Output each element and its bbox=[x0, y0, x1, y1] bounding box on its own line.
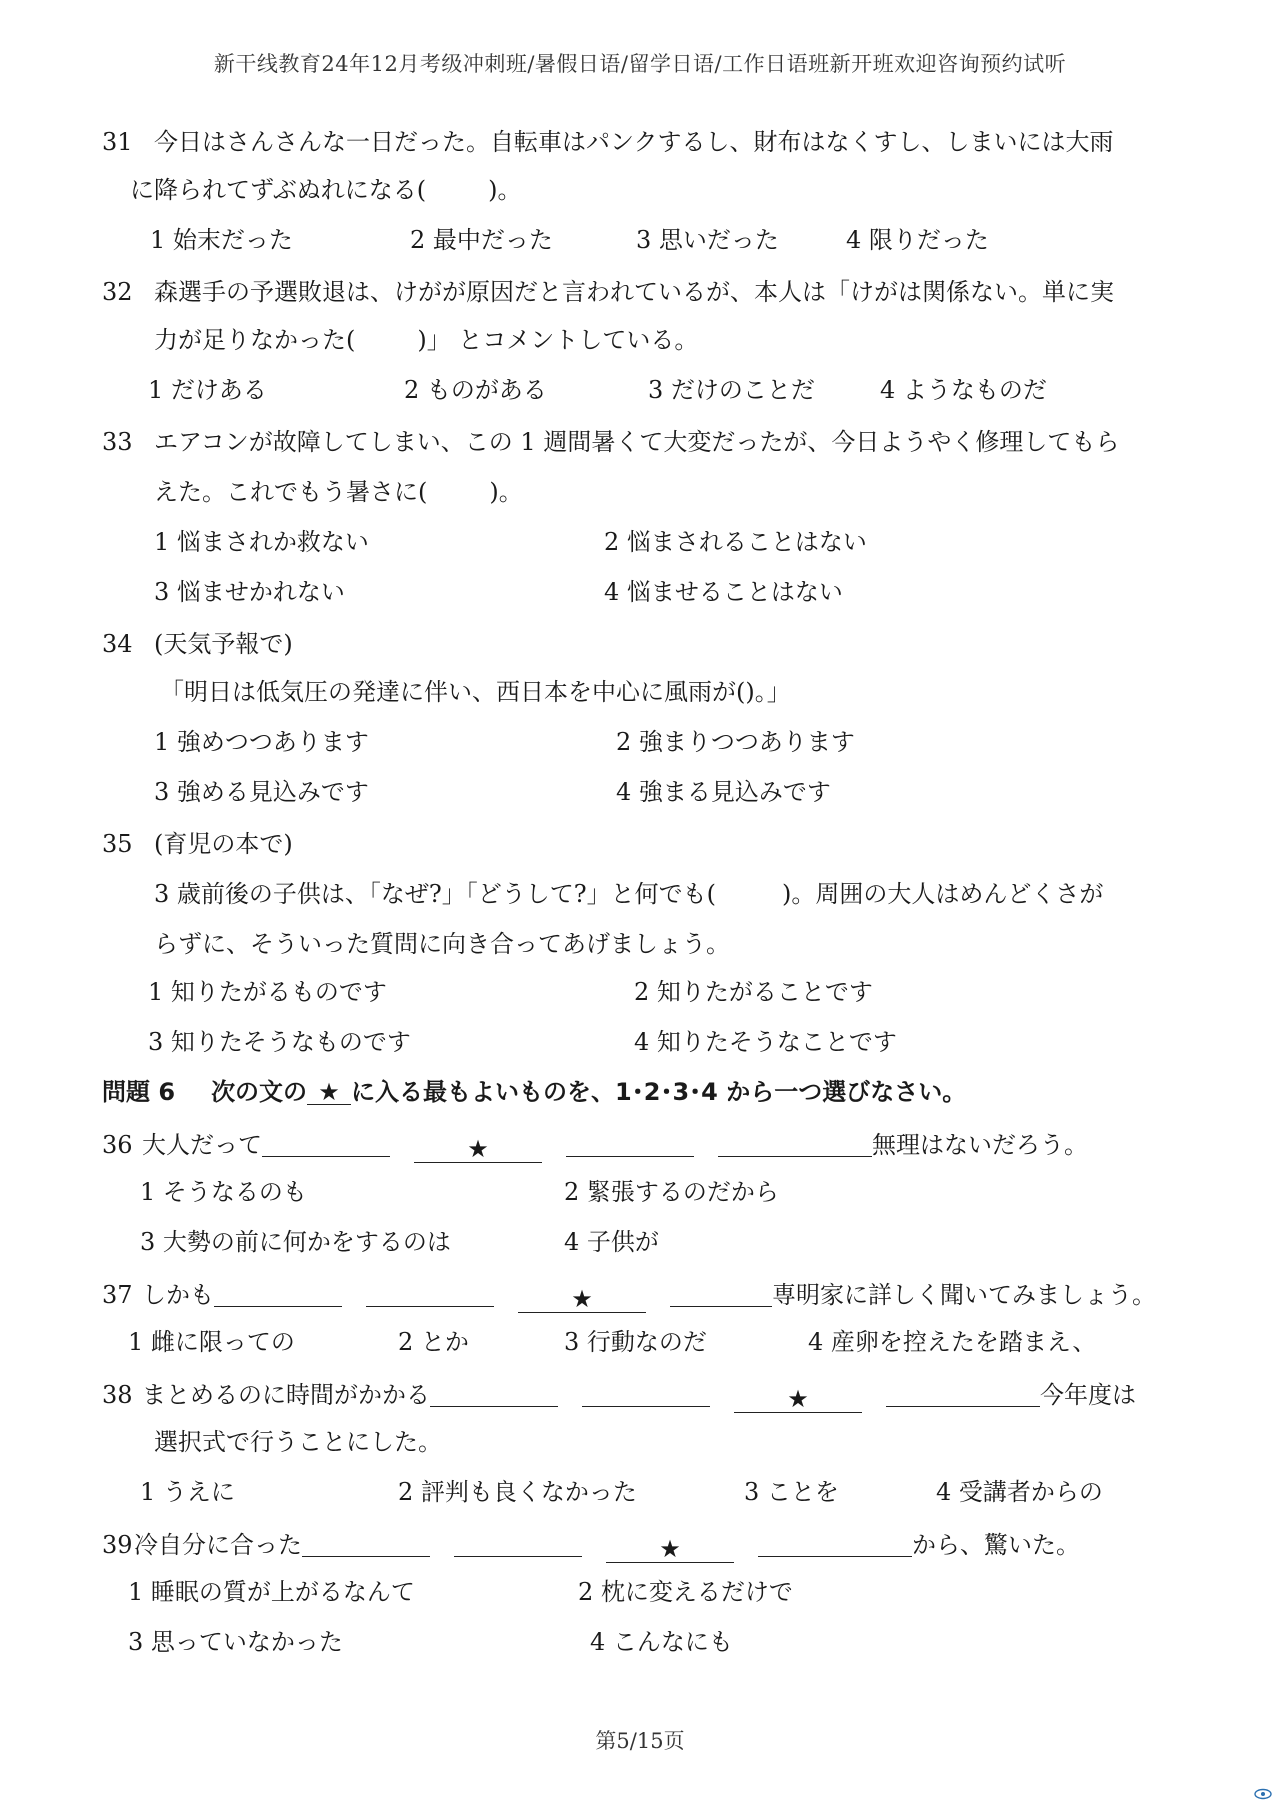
question-35-line2: らずに、そういった質問に向き合ってあげましょう。 bbox=[154, 930, 730, 958]
option-2[interactable]: 2 評判も良くなかった bbox=[398, 1478, 637, 1506]
question-34-context bbox=[102, 632, 293, 656]
answer-blank[interactable] bbox=[566, 1130, 694, 1157]
option-1[interactable]: 1 だけある bbox=[148, 376, 267, 404]
question-text: 森選手の予選敗退は、けがが原因だと言われているが、本人は「けがは関係ない。単に実 bbox=[154, 278, 1114, 306]
answer-blank[interactable] bbox=[214, 1280, 342, 1307]
answer-blank[interactable] bbox=[670, 1280, 772, 1307]
question-text: 今日はさんさんな一日だった。自転車はパンクするし、財布はなくすし、しまいには大雨 bbox=[154, 128, 1114, 156]
question-number: 38 bbox=[102, 1381, 133, 1409]
option-3[interactable]: 3 だけのことだ bbox=[648, 376, 815, 404]
question-text: えた。これでもう暑さに( bbox=[154, 478, 428, 506]
question-context: (天気予報で) bbox=[154, 630, 293, 658]
page-header: 新干线教育24年12月考级冲刺班/暑假日语/留学日语/工作日语班新开班欢迎咨询预约试听 bbox=[213, 52, 1067, 76]
question-text: 大人だって bbox=[142, 1131, 262, 1159]
question-number: 35 bbox=[102, 830, 133, 858]
option-3[interactable]: 3 行動なのだ bbox=[564, 1328, 707, 1356]
option-1[interactable]: 1 始末だった bbox=[150, 226, 293, 254]
question-text: 専明家に詳しく聞いてみましょう。 bbox=[772, 1281, 1156, 1309]
option-4[interactable]: 4 産卵を控えたを踏まえ、 bbox=[808, 1328, 1097, 1356]
question-38-line1 bbox=[102, 1380, 1136, 1413]
question-38-line2: 選択式で行うことにした。 bbox=[154, 1428, 442, 1456]
answer-blank[interactable] bbox=[758, 1530, 912, 1557]
star-blank[interactable]: ★ bbox=[606, 1536, 734, 1563]
question-37-line1 bbox=[102, 1280, 1156, 1313]
question-36-line1 bbox=[102, 1130, 1088, 1163]
question-number: 32 bbox=[102, 278, 133, 306]
option-3[interactable]: 3 思いだった bbox=[636, 226, 779, 254]
option-1[interactable]: 1 知りたがるものです bbox=[148, 978, 387, 1006]
question-number: 36 bbox=[102, 1131, 133, 1159]
answer-blank[interactable] bbox=[718, 1130, 872, 1157]
question-text: )。 bbox=[488, 176, 522, 204]
question-number: 31 bbox=[102, 128, 133, 156]
answer-blank[interactable] bbox=[302, 1530, 430, 1557]
option-2[interactable]: 2 最中だった bbox=[410, 226, 553, 254]
section-title: 問題 6 bbox=[102, 1078, 176, 1106]
question-text: 3 歳前後の子供は、「なぜ?」「どうして?」と何でも( bbox=[154, 880, 716, 908]
question-number: 33 bbox=[102, 428, 133, 456]
answer-blank[interactable] bbox=[366, 1280, 494, 1307]
question-number: 39 bbox=[102, 1531, 133, 1559]
option-4[interactable]: 4 受講者からの bbox=[936, 1478, 1103, 1506]
option-2[interactable]: 2 悩まされることはない bbox=[604, 528, 867, 556]
option-3[interactable]: 3 ことを bbox=[744, 1478, 839, 1506]
option-3[interactable]: 3 強める見込みです bbox=[154, 778, 369, 806]
question-35-context bbox=[102, 832, 293, 856]
option-3[interactable]: 3 大勢の前に何かをするのは bbox=[140, 1228, 451, 1256]
page-footer: 第5/15页 bbox=[595, 1729, 685, 1753]
question-context: (育児の本で) bbox=[154, 830, 293, 858]
option-4[interactable]: 4 子供が bbox=[564, 1228, 659, 1256]
section-6-heading bbox=[102, 1080, 966, 1105]
question-text: 今年度は bbox=[1040, 1381, 1136, 1409]
question-text: から、驚いた。 bbox=[912, 1531, 1080, 1559]
question-text: しかも bbox=[142, 1281, 214, 1309]
answer-blank[interactable] bbox=[886, 1380, 1040, 1407]
option-3[interactable]: 3 知りたそうなものです bbox=[148, 1028, 411, 1056]
question-text: エアコンが故障してしまい、この 1 週間暑くて大変だったが、今日ようやく修理してもら bbox=[154, 428, 1120, 456]
question-text: 無理はないだろう。 bbox=[872, 1131, 1088, 1159]
star-blank[interactable]: ★ bbox=[734, 1386, 862, 1413]
question-number: 34 bbox=[102, 630, 133, 658]
option-4[interactable]: 4 知りたそうなことです bbox=[634, 1028, 897, 1056]
option-2[interactable]: 2 緊張するのだから bbox=[564, 1178, 779, 1206]
star-marker: ★ bbox=[307, 1080, 351, 1105]
option-4[interactable]: 4 強まる見込みです bbox=[616, 778, 831, 806]
answer-blank[interactable] bbox=[430, 1380, 558, 1407]
option-4[interactable]: 4 ようなものだ bbox=[880, 376, 1047, 404]
answer-blank[interactable] bbox=[262, 1130, 390, 1157]
question-33-line1 bbox=[102, 430, 1119, 454]
option-1[interactable]: 1 強めつつあります bbox=[154, 728, 369, 756]
option-2[interactable]: 2 枕に変えるだけで bbox=[578, 1578, 793, 1606]
watermark-logo-icon bbox=[1254, 1788, 1272, 1800]
question-33-line2 bbox=[154, 480, 523, 504]
question-text: に降られてずぶぬれになる( bbox=[130, 176, 427, 204]
option-1[interactable]: 1 悩まされか救ない bbox=[154, 528, 369, 556]
option-2[interactable]: 2 知りたがることです bbox=[634, 978, 873, 1006]
question-32-line2 bbox=[154, 328, 698, 352]
option-2[interactable]: 2 強まりつつあります bbox=[616, 728, 855, 756]
star-blank[interactable]: ★ bbox=[414, 1136, 542, 1163]
answer-blank[interactable] bbox=[454, 1530, 582, 1557]
question-31-line2 bbox=[130, 178, 522, 202]
option-4[interactable]: 4 悩ませることはない bbox=[604, 578, 843, 606]
answer-blank[interactable] bbox=[582, 1380, 710, 1407]
option-1[interactable]: 1 睡眠の質が上がるなんて bbox=[128, 1578, 415, 1606]
section-instruction: に入る最もよいものを、1･2･3･4 から一つ選びなさい。 bbox=[351, 1078, 967, 1106]
question-text: )。周囲の大人はめんどくさが bbox=[782, 880, 1104, 908]
question-35-line1 bbox=[154, 882, 1103, 906]
option-4[interactable]: 4 限りだった bbox=[846, 226, 989, 254]
option-2[interactable]: 2 ものがある bbox=[404, 376, 547, 404]
question-text: )。 bbox=[489, 478, 523, 506]
option-1[interactable]: 1 雌に限っての bbox=[128, 1328, 295, 1356]
question-31-line1 bbox=[102, 130, 1114, 154]
question-text: まとめるのに時間がかかる bbox=[142, 1381, 430, 1409]
question-number: 37 bbox=[102, 1281, 133, 1309]
option-4[interactable]: 4 こんなにも bbox=[590, 1628, 733, 1656]
question-39-line1 bbox=[102, 1530, 1080, 1563]
option-1[interactable]: 1 うえに bbox=[140, 1478, 235, 1506]
question-32-line1 bbox=[102, 280, 1114, 304]
question-34-line1: 「明日は低気圧の発達に伴い、西日本を中心に風雨が()。」 bbox=[160, 678, 791, 706]
option-3[interactable]: 3 悩ませかれない bbox=[154, 578, 345, 606]
question-text: 力が足りなかった( bbox=[154, 326, 356, 354]
option-2[interactable]: 2 とか bbox=[398, 1328, 469, 1356]
star-blank[interactable]: ★ bbox=[518, 1286, 646, 1313]
option-3[interactable]: 3 思っていなかった bbox=[128, 1628, 343, 1656]
option-1[interactable]: 1 そうなるのも bbox=[140, 1178, 307, 1206]
question-text: )」 とコメントしている。 bbox=[417, 326, 699, 354]
question-text: 冷自分に合った bbox=[134, 1531, 302, 1559]
section-instruction: 次の文の bbox=[211, 1078, 308, 1106]
